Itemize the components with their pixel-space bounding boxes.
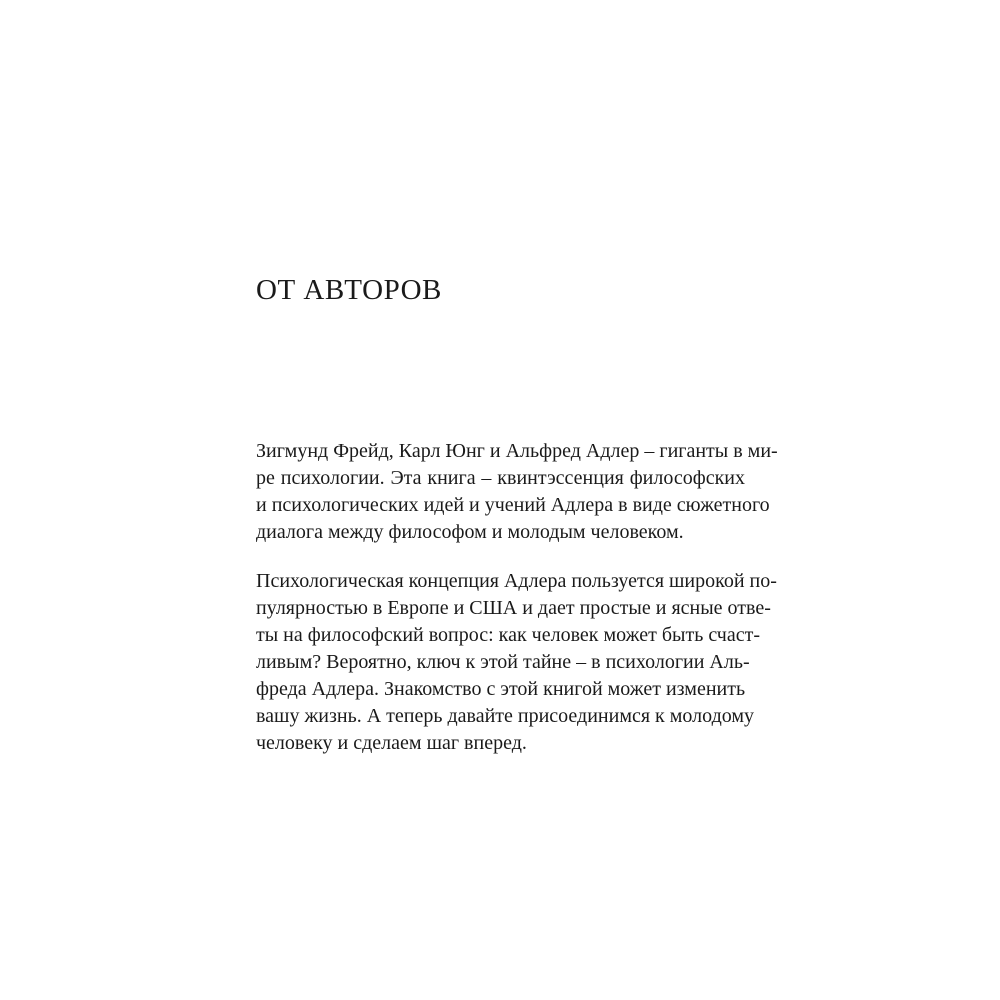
text-line: фреда Адлера. Знакомство с этой книгой может изменить (256, 678, 746, 700)
text-line: и психологических идей и учений Адлера в виде сюжетного (256, 494, 770, 516)
section-heading: ОТ АВТОРОВ (256, 274, 442, 306)
text-line: Психологическая концепция Адлера пользуется широкой по- (256, 570, 777, 592)
text-line: диалога между философом и молодым человеком. (256, 521, 684, 543)
text-line: человеку и сделаем шаг вперед. (256, 732, 527, 754)
text-line: ливым? Вероятно, ключ к этой тайне – в психологии Аль- (256, 651, 750, 673)
paragraph-2 (256, 568, 777, 757)
text-line: вашу жизнь. А теперь давайте присоединимся к молодому (256, 705, 755, 727)
text-line: Зигмунд Фрейд, Карл Юнг и Альфред Адлер – гиганты в ми- (256, 440, 778, 462)
paragraph-1 (256, 438, 778, 546)
text-line: ре психологии. Эта книга – квинтэссенция философских (256, 467, 745, 489)
text-line: пулярностью в Европе и США и дает простые и ясные отве- (256, 597, 771, 619)
text-line: ты на философский вопрос: как человек может быть счаст- (256, 624, 761, 646)
